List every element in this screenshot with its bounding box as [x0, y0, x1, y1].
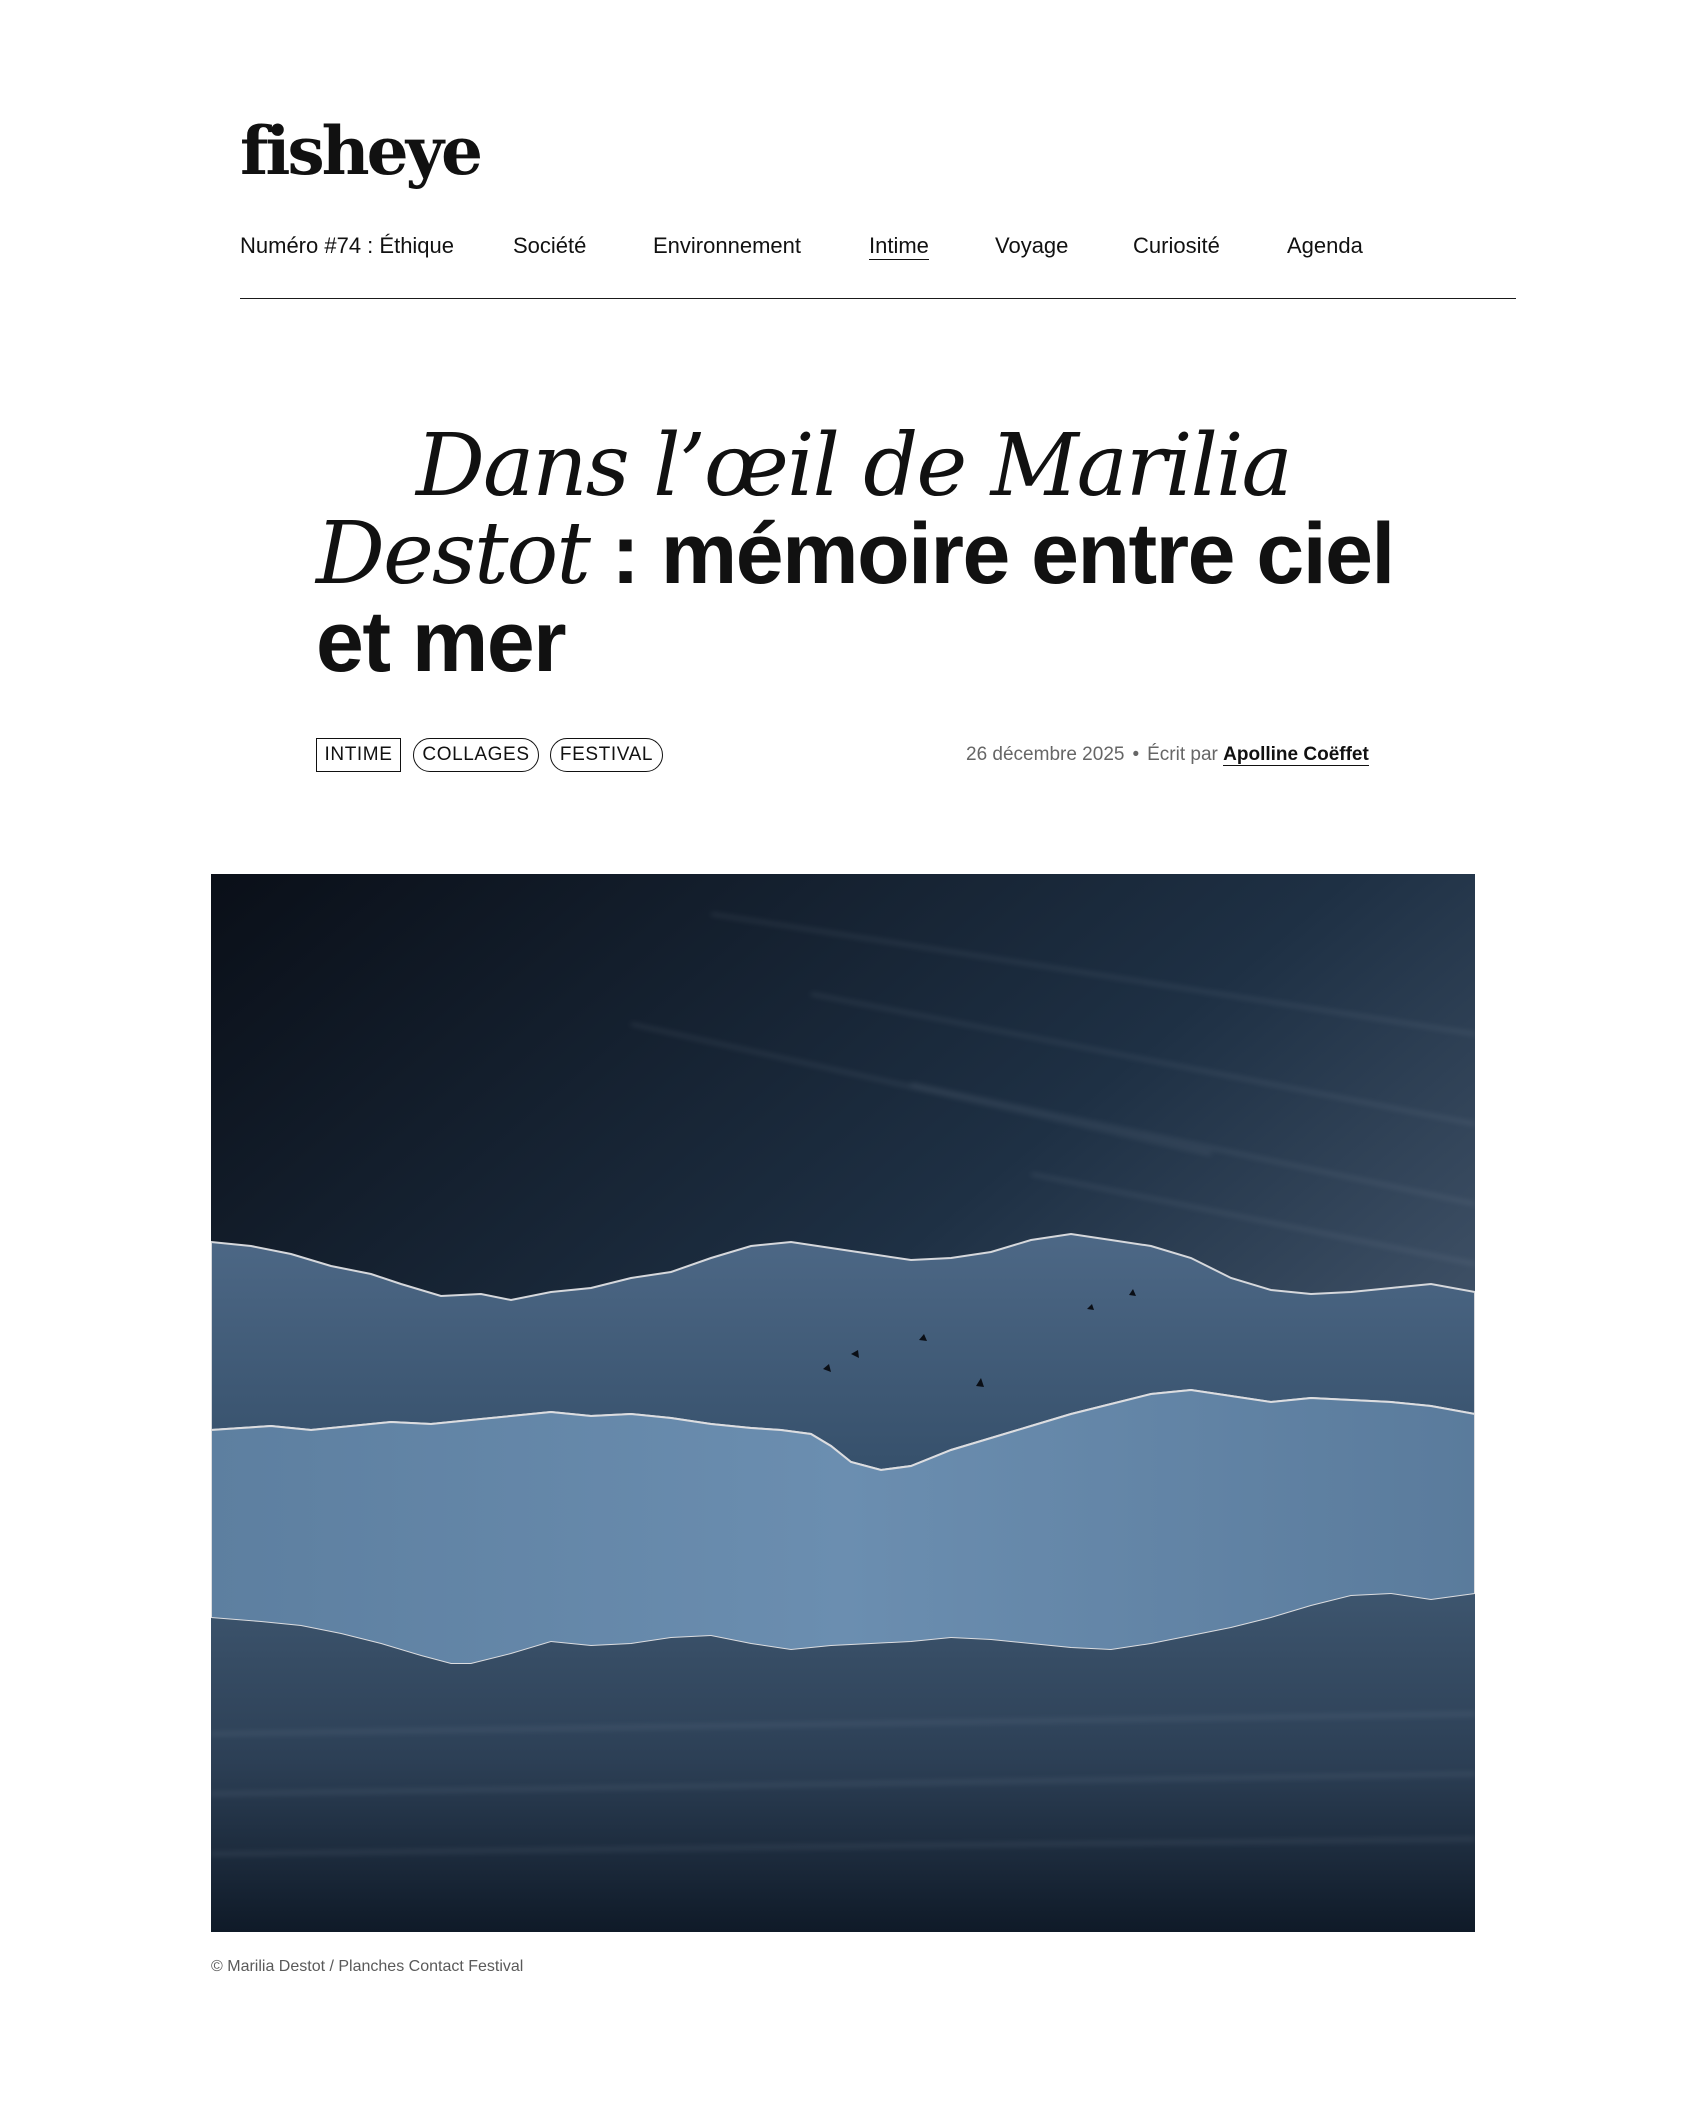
author-link[interactable]: Apolline Coëffet — [1223, 744, 1369, 765]
tag-intime[interactable]: INTIME — [316, 738, 401, 772]
tag-festival[interactable]: FESTIVAL — [550, 738, 663, 772]
torn-paper-collage-image — [211, 874, 1475, 1932]
main-navigation — [240, 230, 1516, 299]
article-title-rest: : mémoire entre ciel et mer — [316, 506, 1394, 690]
article-title-italic: Dans l’œil de Marilia Destot — [316, 416, 1291, 604]
nav-item-voyage[interactable]: Voyage — [995, 233, 1069, 258]
nav-item-intime[interactable]: Intime — [869, 233, 929, 258]
nav-item-environnement[interactable]: Environnement — [653, 233, 801, 258]
nav-item-numero[interactable]: Numéro #74 : Éthique — [240, 233, 455, 258]
article-date: 26 décembre 2025 — [966, 744, 1125, 765]
tag-collages[interactable]: COLLAGES — [413, 738, 539, 772]
site-logo[interactable]: fisheye — [240, 112, 480, 190]
meta-separator: • — [1132, 744, 1140, 765]
nav-item-societe[interactable]: Société — [513, 233, 587, 258]
nav-item-curiosite[interactable]: Curiosité — [1133, 233, 1220, 258]
hero-image — [211, 874, 1475, 1932]
article-meta — [966, 744, 1369, 766]
article-title — [316, 416, 1406, 690]
nav-item-agenda[interactable]: Agenda — [1287, 233, 1363, 258]
written-by-label: Écrit par — [1147, 744, 1218, 765]
image-caption: © Marilia Destot / Planches Contact Festival — [211, 1958, 524, 1975]
